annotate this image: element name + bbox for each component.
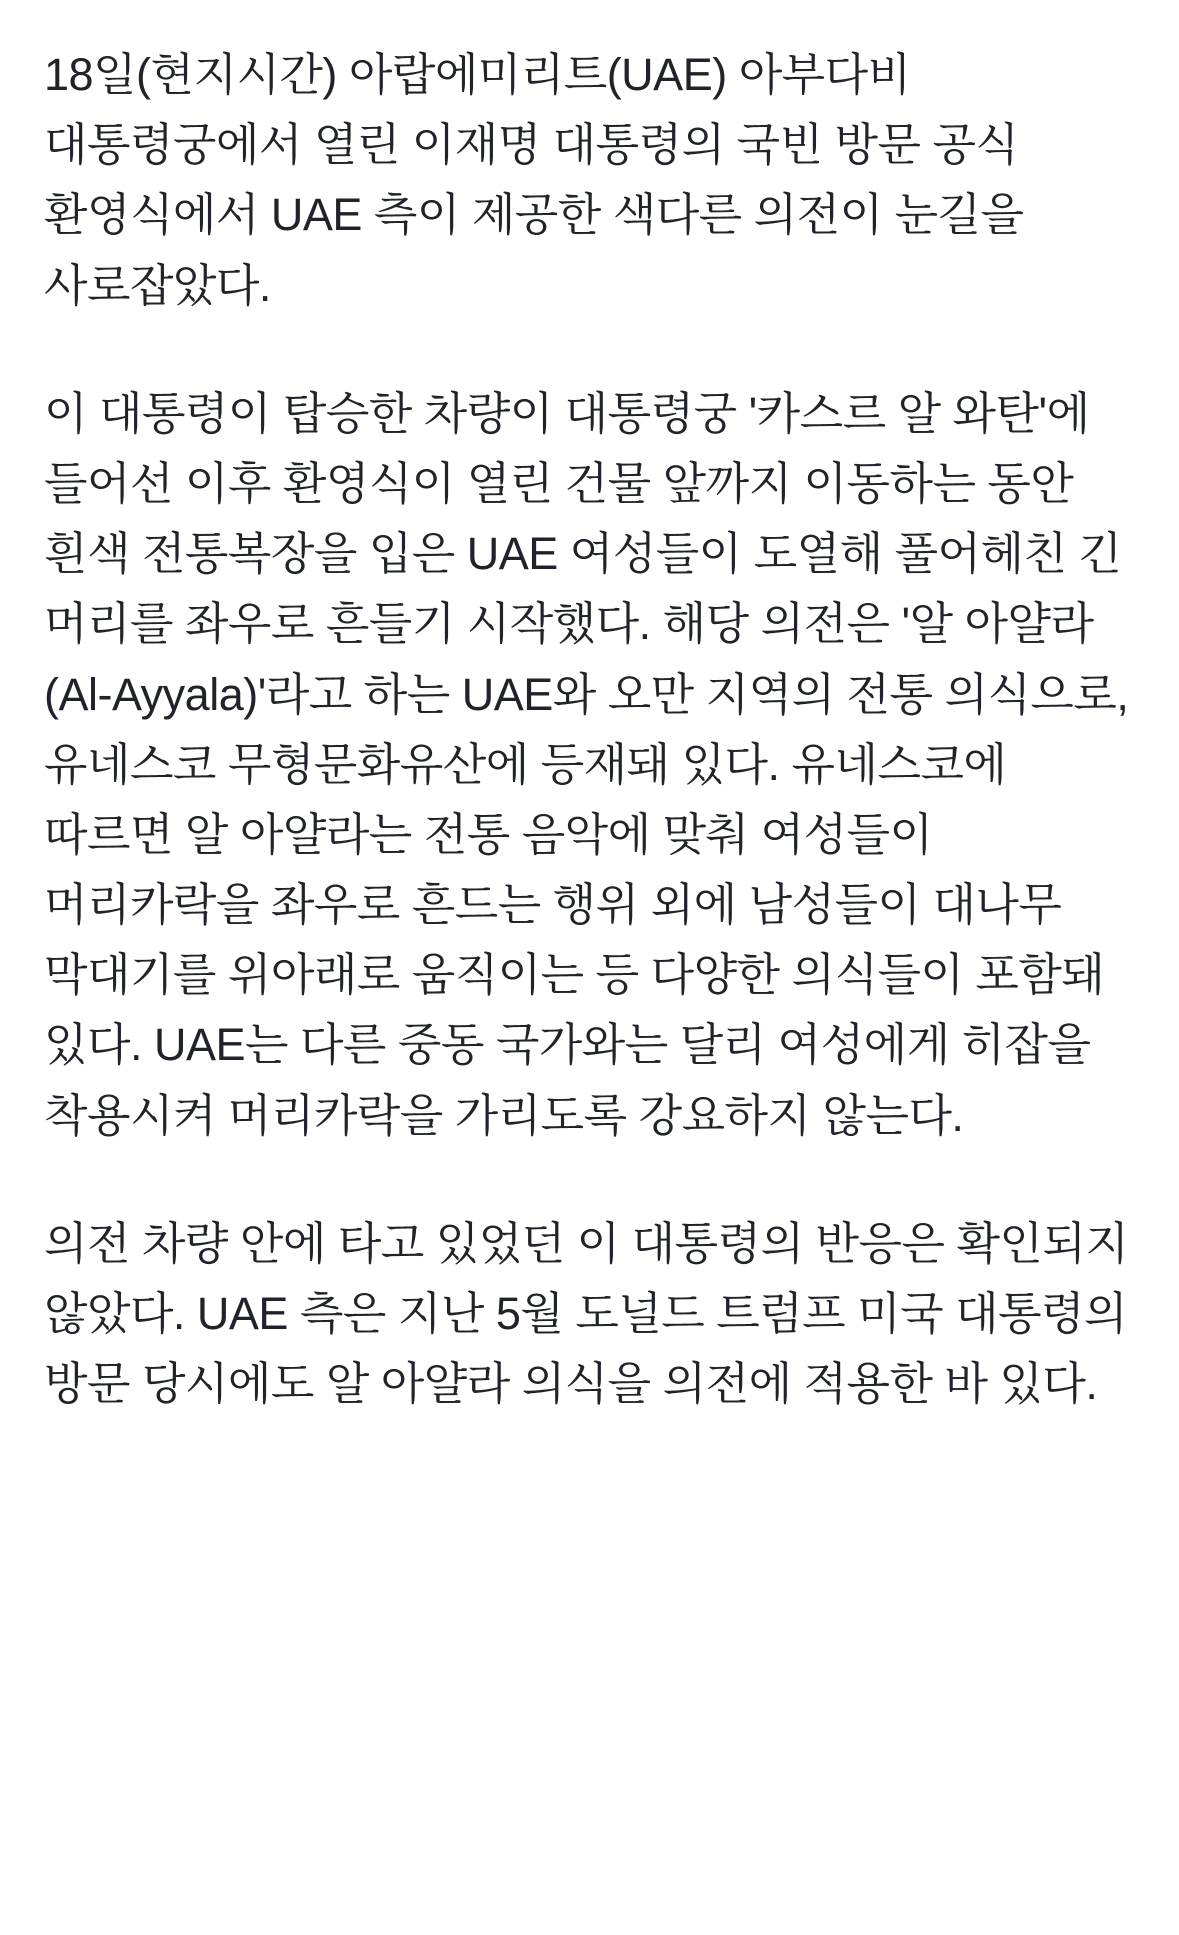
article-paragraph: 18일(현지시간) 아랍에미리트(UAE) 아부다비 대통령궁에서 열린 이재명 대통령의 국빈 방문 공식 환영식에서 UAE 측이 제공한 색다른 의전이 눈길을 사로잡았다. <box>44 49 1024 311</box>
article-paragraph: 이 대통령이 탑승한 차량이 대통령궁 '카스르 알 와탄'에 들어선 이후 환영식이 열린 건물 앞까지 이동하는 동안 흰색 전통복장을 입은 UAE 여성들이 도열해 풀어헤친 긴 머리를 좌우로 흔들기 시작했다. 해당 의전은 '알 아얄라(Al-Ayyala)'라고 하는 UAE와 오만 지역의 전통 의식으로, 유네스코 무형문화유산에 등재돼 있다. 유네스코에 따르면 알 아얄라는 전통 음악에 맞춰 여성들이 머리카락을 좌우로 흔드는 행위 외에 남성들이 대나무 막대기를 위아래로 움직이는 등 다양한 의식들이 포함돼 있다. UAE는 다른 중동 국가와는 달리 여성에게 히잡을 착용시켜 머리카락을 가리도록 강요하지 않는다. <box>44 387 1129 1141</box>
article-paragraph: 의전 차량 안에 타고 있었던 이 대통령의 반응은 확인되지 않았다. UAE 측은 지난 5월 도널드 트럼프 미국 대통령의 방문 당시에도 알 아얄라 의식을 의전에 적용한 바 있다. <box>44 1217 1129 1410</box>
